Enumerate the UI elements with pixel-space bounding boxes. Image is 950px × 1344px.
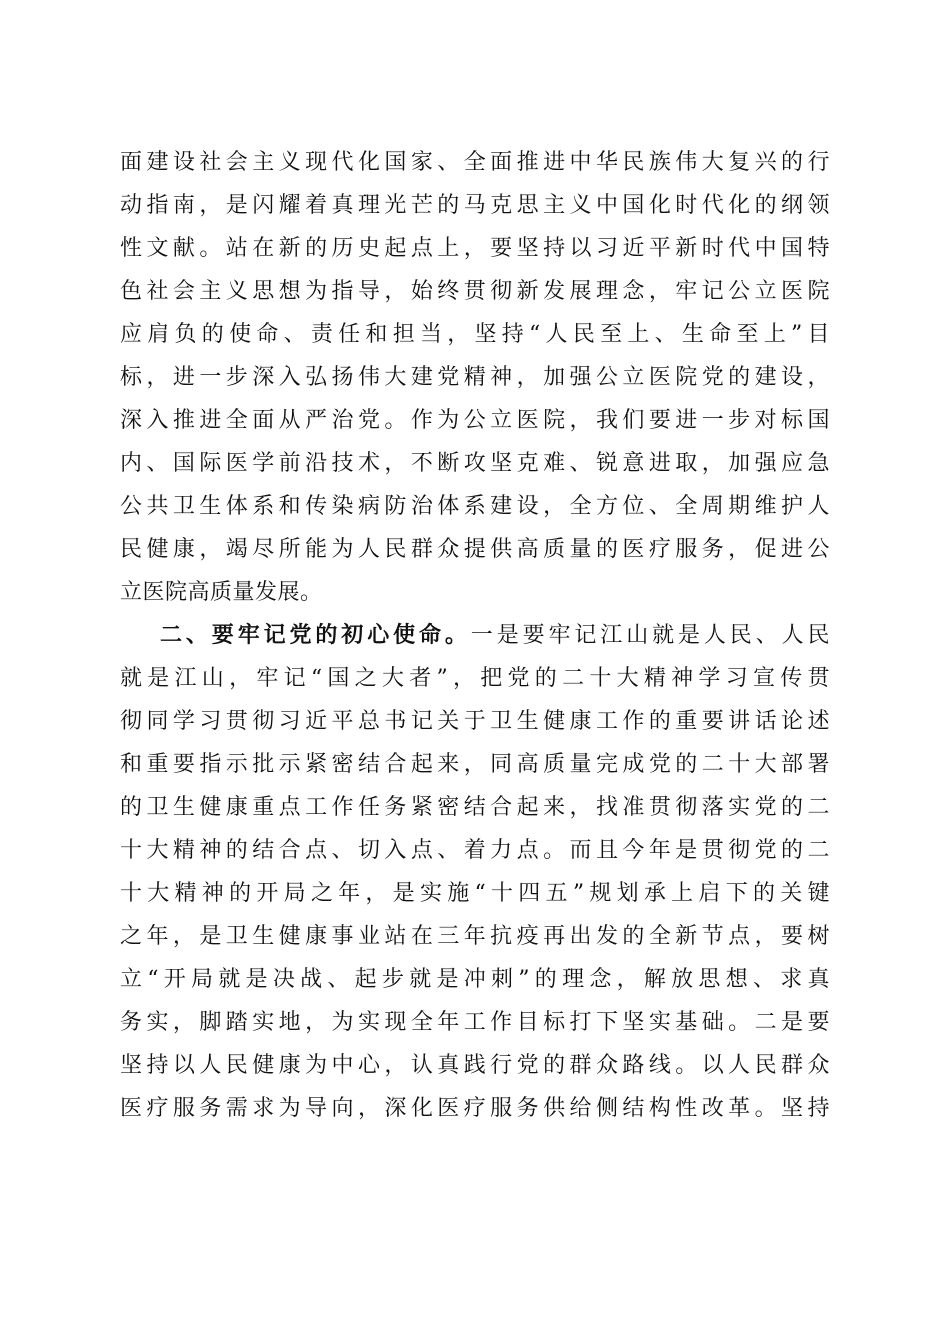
text-line: 的卫生健康重点工作任务紧密结合起来，找准贯彻落实党的二 xyxy=(120,795,830,820)
text-line: 十大精神的开局之年，是实施“十四五”规划承上启下的关键 xyxy=(120,881,830,906)
text-line: 深入推进全面从严治党。作为公立医院，我们要进一步对标国 xyxy=(120,408,830,433)
text-line: 坚持以人民健康为中心，认真践行党的群众路线。以人民群众 xyxy=(120,1053,830,1078)
text-line: 公共卫生体系和传染病防治体系建设，全方位、全周期维护人 xyxy=(120,494,830,519)
text-line: 之年，是卫生健康事业站在三年抗疫再出发的全新节点，要树 xyxy=(120,924,830,949)
text-line: 立医院高质量发展。 xyxy=(120,580,323,605)
text-line: 色社会主义思想为指导，始终贯彻新发展理念，牢记公立医院 xyxy=(120,279,830,304)
text-line: 应肩负的使命、责任和担当，坚持“人民至上、生命至上”目 xyxy=(120,322,830,347)
section-heading: 二、要牢记党的初心使命。 xyxy=(160,622,471,648)
text-line: 动指南，是闪耀着真理光芒的马克思主义中国化时代化的纲领 xyxy=(120,193,830,218)
text-line: 面建设社会主义现代化国家、全面推进中华民族伟大复兴的行 xyxy=(120,150,830,175)
text-line: 务实，脚踏实地，为实现全年工作目标打下坚实基础。二是要 xyxy=(120,1010,830,1035)
text-line: 和重要指示批示紧密结合起来，同高质量完成党的二十大部署 xyxy=(120,752,830,777)
text-line: 十大精神的结合点、切入点、着力点。而且今年是贯彻党的二 xyxy=(120,838,830,863)
paragraph-2-first-line xyxy=(120,614,830,657)
text-line: 彻同学习贯彻习近平总书记关于卫生健康工作的重要讲话论述 xyxy=(120,709,830,734)
text-line: 医疗服务需求为导向，深化医疗服务供给侧结构性改革。坚持 xyxy=(120,1096,830,1121)
text-segment: 一是要牢记江山就是人民、人民 xyxy=(470,623,830,648)
text-line: 就是江山，牢记“国之大者”，把党的二十大精神学习宣传贯 xyxy=(120,666,830,691)
text-line: 立“开局就是决战、起步就是冲刺”的理念，解放思想、求真 xyxy=(120,967,830,992)
paragraph-2 xyxy=(120,614,830,1130)
document-body xyxy=(120,141,830,1130)
text-line: 内、国际医学前沿技术，不断攻坚克难、锐意进取，加强应急 xyxy=(120,451,830,476)
paragraph-1 xyxy=(120,141,830,614)
text-line: 标，进一步深入弘扬伟大建党精神，加强公立医院党的建设， xyxy=(120,365,830,390)
text-line: 民健康，竭尽所能为人民群众提供高质量的医疗服务，促进公 xyxy=(120,537,830,562)
text-line: 性文献。站在新的历史起点上，要坚持以习近平新时代中国特 xyxy=(120,236,830,261)
